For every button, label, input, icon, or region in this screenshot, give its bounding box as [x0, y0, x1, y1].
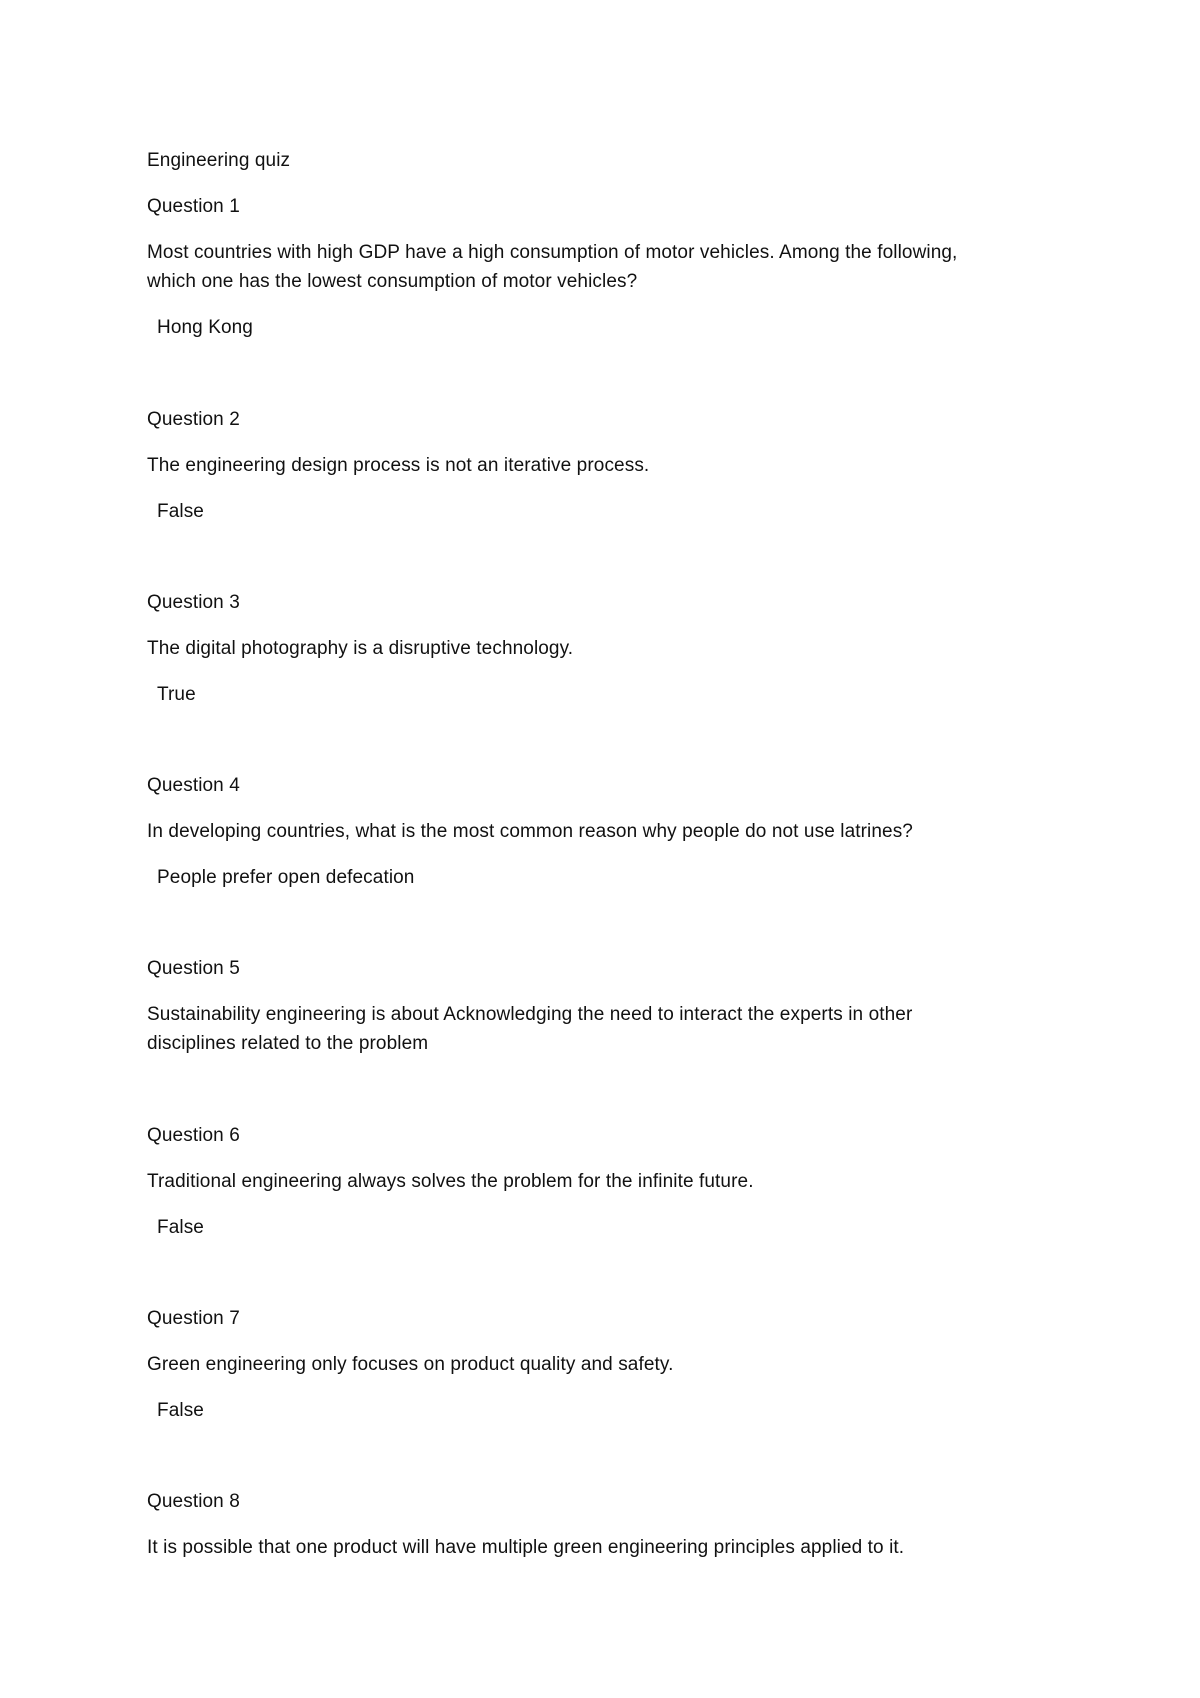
question-6-text-line-1: Traditional engineering always solves the problem for the infinite future. [147, 1171, 754, 1192]
question-1-text-line-1: Most countries with high GDP have a high consumption of motor vehicles. Among the following, [147, 242, 958, 263]
question-5-text-line-1: Sustainability engineering is about Acknowledging the need to interact the experts in other [147, 1004, 913, 1025]
document-title: Engineering quiz [147, 150, 291, 171]
question-5-heading: Question 5 [147, 958, 240, 979]
question-7-text-line-1: Green engineering only focuses on product quality and safety. [147, 1354, 674, 1375]
question-3-heading: Question 3 [147, 592, 240, 613]
question-1-answer: Hong Kong [157, 317, 253, 338]
question-2-answer: False [157, 501, 204, 522]
question-4-answer: People prefer open defecation [157, 867, 415, 888]
question-3-text-line-1: The digital photography is a disruptive technology. [147, 638, 574, 659]
question-1-text-line-2: which one has the lowest consumption of motor vehicles? [147, 271, 638, 292]
question-4-heading: Question 4 [147, 775, 240, 796]
question-6-heading: Question 6 [147, 1125, 240, 1146]
question-6-answer: False [157, 1217, 204, 1238]
question-2-heading: Question 2 [147, 409, 240, 430]
question-8-text-line-1: It is possible that one product will have multiple green engineering principles applied to it. [147, 1537, 905, 1558]
question-2-text-line-1: The engineering design process is not an iterative process. [147, 455, 650, 476]
question-7-answer: False [157, 1400, 204, 1421]
question-3-answer: True [157, 684, 196, 705]
question-8-heading: Question 8 [147, 1491, 240, 1512]
question-5-text-line-2: disciplines related to the problem [147, 1033, 429, 1054]
question-7-heading: Question 7 [147, 1308, 240, 1329]
question-1-heading: Question 1 [147, 196, 240, 217]
question-4-text-line-1: In developing countries, what is the most common reason why people do not use latrines? [147, 821, 913, 842]
